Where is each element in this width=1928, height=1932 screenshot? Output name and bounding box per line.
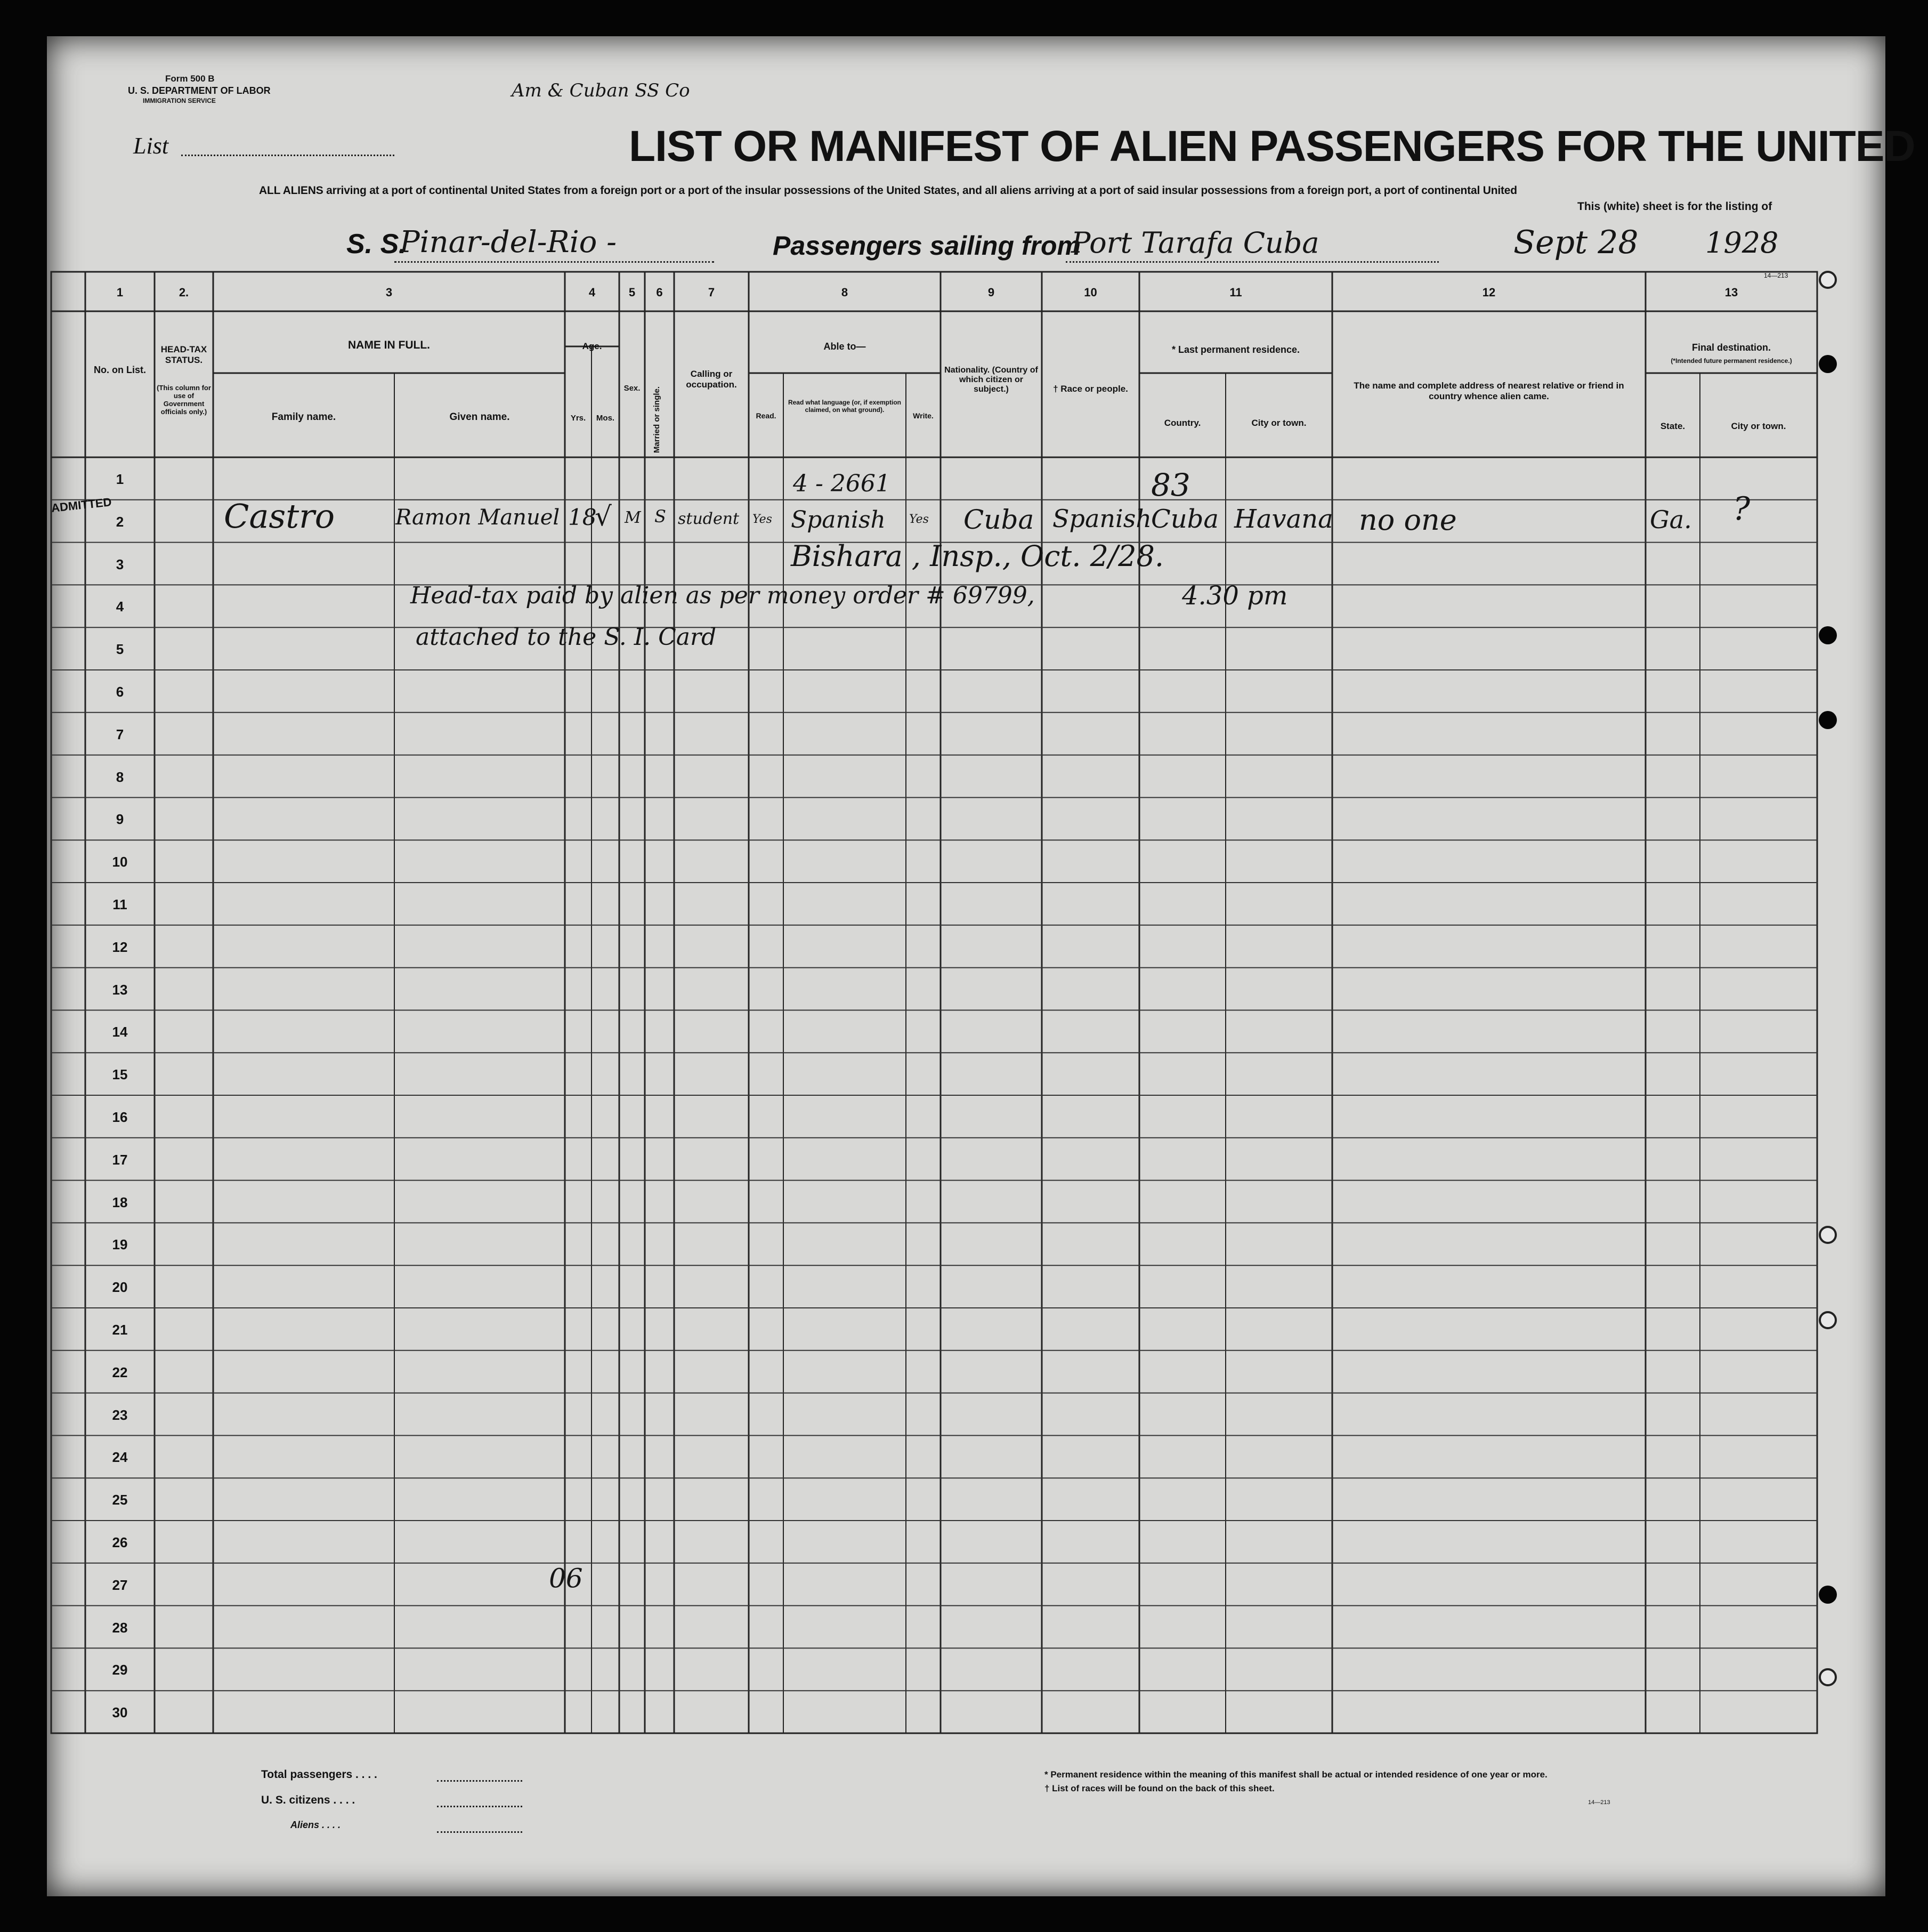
header-name-in-full: NAME IN FULL.: [348, 339, 430, 351]
language-entry: Spanish: [791, 506, 886, 533]
us-citizens-line: [437, 1806, 522, 1807]
row-number: 14: [112, 1024, 128, 1040]
relative-entry: no one: [1359, 503, 1457, 537]
header-mos: Mos.: [596, 414, 615, 423]
header-read-what: Read what language (or, if exemption claimed, on what ground).: [788, 399, 902, 414]
row-number: 29: [112, 1662, 128, 1678]
inspector-note: Bishara , Insp., Oct. 2/28.: [791, 539, 1164, 573]
col-number: 7: [708, 286, 715, 299]
number-annotation: 4 - 2661: [793, 470, 890, 497]
ss-label: S. S.: [346, 229, 407, 260]
sailing-date: Sept 28: [1513, 224, 1639, 261]
row-number: 12: [112, 939, 128, 955]
header-city: City or town.: [1251, 418, 1307, 428]
col-number: 10: [1084, 286, 1097, 299]
header-final-destination: Final destination.: [1691, 342, 1771, 353]
header-calling: Calling or occupation.: [686, 369, 737, 390]
header-family-name: Family name.: [271, 411, 336, 423]
footnote-races: † List of races will be found on the back of this sheet.: [1044, 1783, 1275, 1793]
row-number: 4: [116, 599, 124, 615]
sex-entry: M: [625, 508, 641, 527]
row-number: 20: [112, 1279, 128, 1296]
aliens-line: [437, 1831, 522, 1833]
department-label: U. S. DEPARTMENT OF LABOR: [128, 85, 271, 96]
row-number: 16: [112, 1109, 128, 1125]
list-number-line: [181, 155, 394, 156]
write-entry: Yes: [909, 513, 929, 526]
form-number: Form 500 B: [165, 74, 215, 84]
row-number: 19: [112, 1236, 128, 1253]
row-number: 5: [116, 641, 124, 658]
col-number: 11: [1229, 286, 1242, 299]
dest-city-entry: ?: [1733, 490, 1751, 528]
instruction-line-2: This (white) sheet is for the listing of: [1577, 200, 1772, 213]
aliens-label: Aliens . . . .: [290, 1820, 341, 1830]
row-number: 3: [116, 556, 124, 572]
header-nationality: Nationality. (Country of which citizen or subject.): [944, 366, 1038, 394]
row-number: 13: [112, 981, 128, 998]
row-number: 23: [112, 1406, 128, 1423]
ship-name: Pinar-del-Rio -: [400, 225, 617, 260]
row-number: 7: [116, 726, 124, 742]
age-years-entry: 18: [568, 504, 597, 530]
ship-line: [394, 261, 714, 263]
header-relative: The name and complete address of nearest relative or friend in country whence alien came.: [1354, 381, 1624, 401]
headtax-note-line-2: attached to the S. I. Card: [416, 624, 717, 651]
footnote-residence: * Permanent residence within the meaning of this manifest shall be actual or intended residence of one year or more.: [1044, 1769, 1548, 1780]
binder-hole: [1819, 1226, 1837, 1244]
header-age: Age.: [582, 341, 602, 351]
read-entry: Yes: [752, 513, 772, 526]
form-code: 14—213: [1764, 272, 1788, 279]
row-number: 21: [112, 1322, 128, 1338]
header-last-residence: * Last permanent residence.: [1171, 344, 1300, 355]
row-number: 24: [112, 1449, 128, 1466]
row-number: 17: [112, 1151, 128, 1168]
nationality-entry: Cuba: [963, 504, 1034, 535]
header-given-name: Given name.: [449, 411, 510, 423]
col-number: 13: [1724, 286, 1738, 299]
col-number: 3: [385, 286, 393, 299]
manifest-title: LIST OR MANIFEST OF ALIEN PASSENGERS FOR THE UNITED: [629, 122, 1915, 171]
header-write: Write.: [913, 411, 934, 420]
row-number: 26: [112, 1534, 128, 1550]
port-line: [1066, 261, 1439, 263]
sailing-year: 1928: [1705, 226, 1779, 260]
instruction-line-1: ALL ALIENS arriving at a port of continental United States from a foreign port or a port of the insular possessions of the United States, and all aliens arriving at a port of said insular possessions from a foreign port, a port of continental United: [259, 184, 1517, 197]
page-mark: 90: [549, 1562, 583, 1593]
row-number: 22: [112, 1364, 128, 1380]
service-label: IMMIGRATION SERVICE: [143, 97, 216, 104]
given-name-entry: Ramon Manuel: [395, 505, 560, 530]
header-dest-city: City or town.: [1731, 421, 1786, 431]
total-passengers-label: Total passengers . . . .: [261, 1768, 377, 1781]
row-number: 18: [112, 1194, 128, 1210]
row-number: 30: [112, 1704, 128, 1721]
state-entry: Ga.: [1650, 505, 1692, 534]
binder-hole: [1819, 271, 1837, 289]
binder-hole: [1819, 1668, 1837, 1686]
row-number: 28: [112, 1619, 128, 1636]
col-number: 4: [588, 286, 596, 299]
residence-number: 83: [1151, 467, 1190, 503]
row-number: 8: [116, 769, 124, 785]
married-entry: S: [654, 506, 666, 527]
total-passengers-line: [437, 1780, 522, 1782]
footer-form-code: 14—213: [1588, 1799, 1610, 1806]
col-number: 5: [628, 286, 636, 299]
row-number: 9: [116, 811, 124, 828]
list-label: List: [133, 133, 169, 159]
header-sex: Sex.: [623, 384, 641, 393]
header-final-note: (*Intended future permanent residence.): [1671, 357, 1792, 365]
binder-hole: [1819, 1586, 1837, 1604]
header-read: Read.: [756, 411, 776, 420]
admitted-stamp: ADMITTED: [50, 495, 112, 515]
us-citizens-label: U. S. citizens . . . .: [261, 1794, 355, 1806]
header-no-on-list: No. on List.: [94, 365, 146, 375]
col-number: 12: [1482, 286, 1496, 299]
header-head-tax: HEAD-TAX STATUS.: [160, 344, 207, 365]
binder-hole: [1819, 711, 1837, 729]
header-country: Country.: [1164, 418, 1201, 428]
col-number: 2.: [179, 286, 189, 299]
row-number: 6: [116, 684, 124, 700]
header-head-tax-note: (This column for use of Government officials only.): [157, 384, 211, 416]
header-yrs: Yrs.: [570, 414, 586, 423]
headtax-note-line-1: Head-tax paid by alien as per money order # 69799,: [410, 582, 1035, 609]
binder-hole: [1819, 626, 1837, 644]
country-entry: Cuba: [1151, 504, 1219, 534]
row-number: 27: [112, 1577, 128, 1593]
passengers-sailing-label: Passengers sailing from: [773, 231, 1081, 261]
row-number: 2: [116, 513, 124, 530]
col-number: 6: [656, 286, 663, 299]
race-entry: Spanish: [1052, 504, 1152, 533]
header-able-to: Able to—: [823, 341, 866, 352]
row-number: 1: [116, 471, 124, 487]
age-months-entry: √: [595, 501, 612, 532]
city-entry: Havana: [1234, 504, 1333, 534]
col-number: 8: [841, 286, 848, 299]
port-name: Port Tarafa Cuba: [1071, 226, 1319, 260]
row-number: 11: [112, 896, 127, 912]
binder-hole: [1819, 1311, 1837, 1329]
occupation-entry: student: [678, 510, 740, 528]
row-number: 15: [112, 1066, 128, 1083]
family-name-entry: Castro: [224, 497, 335, 536]
header-married: Married or single.: [652, 386, 661, 453]
header-race: † Race or people.: [1053, 384, 1128, 394]
time-note: 4.30 pm: [1182, 581, 1288, 611]
header-state: State.: [1660, 421, 1686, 431]
row-number: 25: [112, 1492, 128, 1508]
binder-hole: [1819, 355, 1837, 373]
company-handwritten: Am & Cuban SS Co: [512, 80, 690, 101]
col-number: 9: [987, 286, 995, 299]
col-number: 1: [116, 286, 124, 299]
row-number: 10: [112, 854, 128, 870]
